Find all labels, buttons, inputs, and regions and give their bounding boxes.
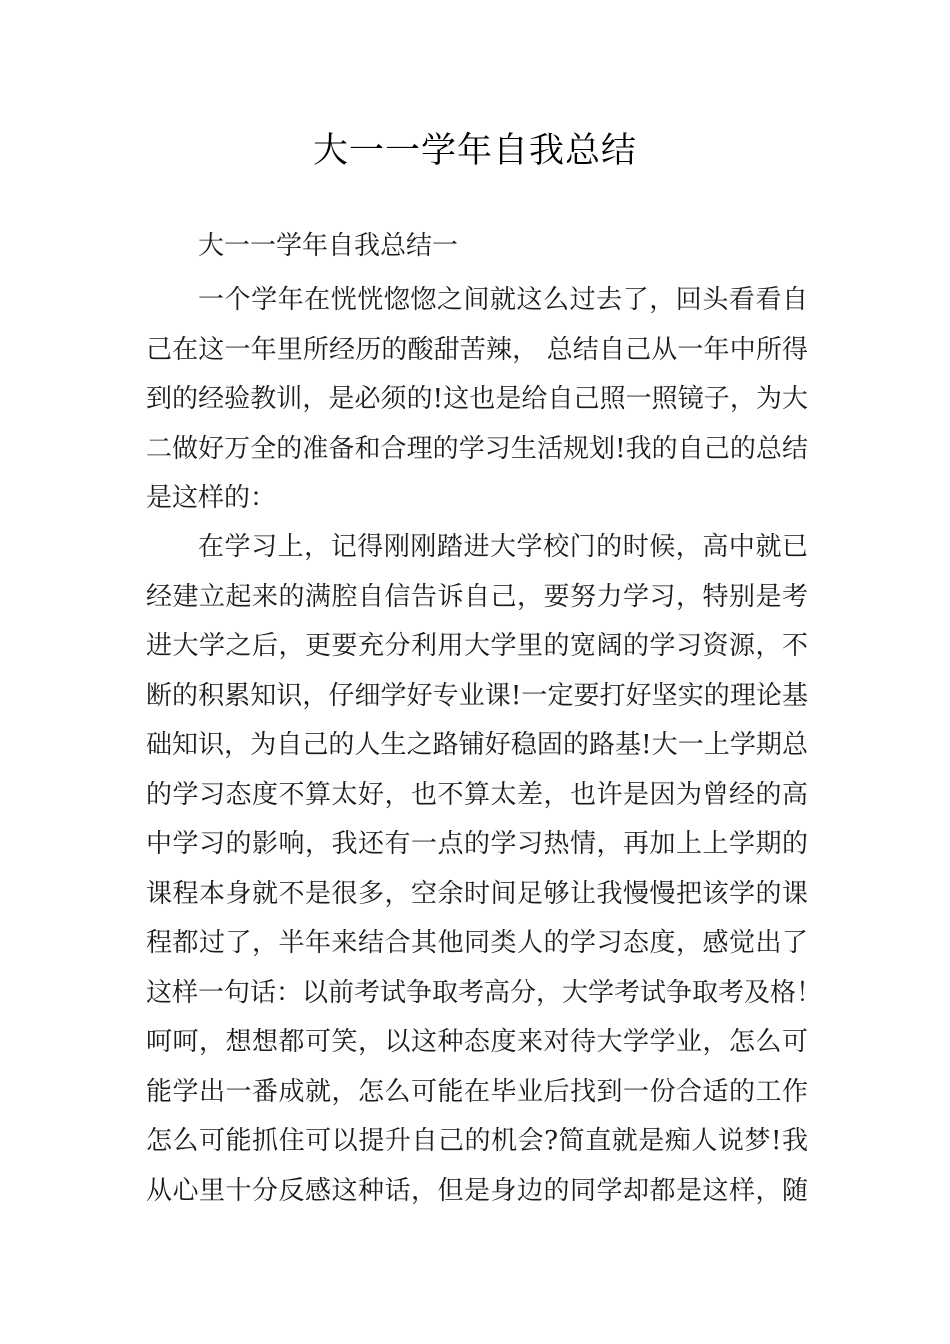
body-line: 在学习上，记得刚刚踏进大学校门的时候，高中就已 [198,532,808,562]
body-line: 到的经验教训，是必须的!这也是给自己照一照镜子，为大 [146,384,808,414]
body-line: 这样一句话：以前考试争取考高分，大学考试争取考及格！ [146,978,823,1008]
body-line: 呵呵，想想都可笑，以这种态度来对待大学学业，怎么可 [146,1027,808,1057]
body-line: 二做好万全的准备和合理的学习生活规划!我的自己的总结 [146,434,808,464]
body-line: 的学习态度不算太好，也不算太差，也许是因为曾经的高 [146,780,808,810]
document-title: 大一一学年自我总结 [312,131,637,171]
subtitle-line: 大一一学年自我总结一 [198,231,459,261]
body-line: 程都过了，半年来结合其他同类人的学习态度，感觉出了 [146,928,808,958]
body-line: 从心里十分反感这种话，但是身边的同学却都是这样，随 [146,1176,808,1206]
body-line: 进大学之后，更要充分利用大学里的宽阔的学习资源，不 [146,631,808,661]
body-line: 能学出一番成就，怎么可能在毕业后找到一份合适的工作 [146,1077,808,1107]
body-line: 础知识，为自己的人生之路铺好稳固的路基!大一上学期总 [146,730,808,760]
body-line: 是这样的： [146,483,277,513]
body-line: 一个学年在恍恍惚惚之间就这么过去了，回头看看自 [198,285,808,315]
body-line: 课程本身就不是很多，空余时间足够让我慢慢把该学的课 [146,879,808,909]
body-line: 怎么可能抓住可以提升自己的机会?简直就是痴人说梦!我 [146,1126,808,1156]
body-line: 中学习的影响，我还有一点的学习热情，再加上上学期的 [146,829,808,859]
body-line: 己在这一年里所经历的酸甜苦辣， 总结自己从一年中所得 [146,335,808,365]
body-line: 断的积累知识，仔细学好专业课!一定要打好坚实的理论基 [146,681,808,711]
body-line: 经建立起来的满腔自信告诉自己，要努力学习，特别是考 [146,582,808,612]
